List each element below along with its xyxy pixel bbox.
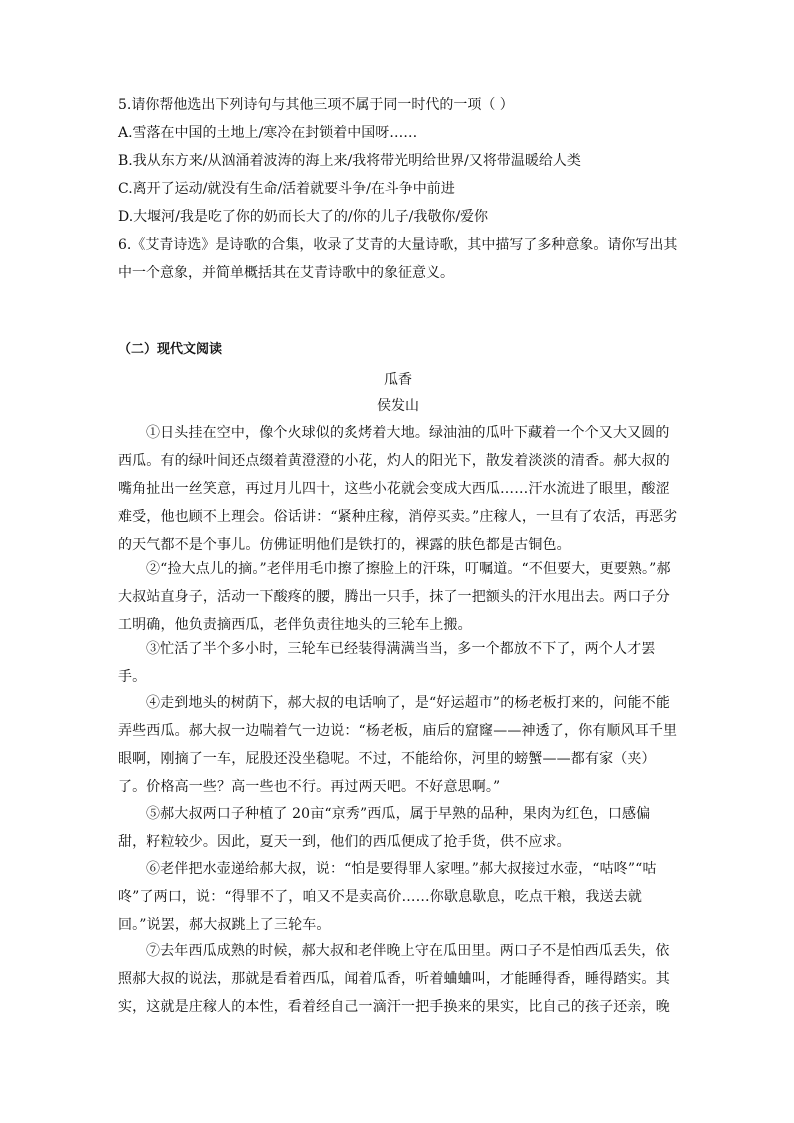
article-title: 瓜香 — [384, 372, 412, 388]
question-5-option-b: B.我从东方来/从汹涌着波涛的海上来/我将带光明给世界/又将带温暖给人类 — [118, 153, 581, 169]
paragraph-1: ①日头挂在空中，像个火球似的炙烤着大地。绿油油的瓜叶下藏着一个个又大又圆的西瓜。有的绿叶间还点缀着黄澄澄的小花，灼人的阳光下，散发着淡淡的清香。郝大叔的嘴角扯出一丝笑意，再过月儿四十，这些小花就会变成大西瓜……汗水流进了眼里，酸涩难受，他也顾不上理会。俗话讲：“紧种庄稼，消停买卖。”庄稼人，一旦有了农活，再恶劣的天气都不是个事儿。仿佛证明他们是铁打的，裸露的肤色都是古铜色。 — [118, 425, 678, 553]
paragraph-5: ⑤郝大叔两口子种植了 20亩“京秀”西瓜，属于早熟的品种，果肉为红色，口感偏甜，籽粒较少。因此，夏天一到，他们的西瓜便成了抢手货，供不应求。 — [118, 806, 651, 850]
question-6: 6.《艾青诗选》是诗歌的合集，收录了艾青的大量诗歌，其中描写了多种意象。请你写出其中一个意象，并简单概括其在艾青诗歌中的象征意义。 — [118, 237, 678, 281]
paragraph-7: ⑦去年西瓜成熟的时候，郝大叔和老伴晚上守在瓜田里。两口子不是怕西瓜丢失，依照郝大叔的说法，那就是看着西瓜，闻着瓜香，听着蛐蛐叫，才能睡得香，睡得踏实。其实，这就是庄稼人的本性，看着经自己一滴汗一把手换来的果实，比自己的孩子还亲，晚 — [118, 943, 670, 1015]
question-5-option-c: C.离开了运动/就没有生命/活着就要斗争/在斗争中前进 — [118, 181, 455, 197]
paragraph-3: ③忙活了半个多小时，三轮车已经装得满满当当，多一个都放不下了，两个人才罢手。 — [118, 641, 656, 685]
paragraph-6: ⑥老伴把水壶递给郝大叔，说：“怕是要得罪人家哩。”郝大叔接过水壶，“咕咚”“咕咚”了两口，说：“得罪不了，咱又不是卖高价……你歇息歇息，吃点干粮，我送去就回。”说罢，郝大叔跳上了三轮车。 — [118, 861, 657, 933]
question-5-option-d: D.大堰河/我是吃了你的奶而长大了的/你的儿子/我敬你/爱你 — [118, 209, 489, 225]
paragraph-2: ②“捡大点儿的摘。”老伴用毛巾擦了擦脸上的汗珠，叮嘱道。“不但要大，更要熟。”郝大叔站直身子，活动一下酸疼的腰，腾出一只手，抹了一把额头的汗水甩出去。两口子分工明确，他负责摘西瓜，老伴负责往地头的三轮车上搬。 — [118, 561, 671, 633]
paragraph-4: ④走到地头的树荫下，郝大叔的电话响了，是“好运超市”的杨老板打来的，问能不能弄些西瓜。郝大叔一边喘着气一边说：“杨老板，庙后的窟窿——神透了，你有顺风耳千里眼啊，刚摘了一车，屁股还没坐稳呢。不过，不能给你，河里的螃蟹——都有家（夹）了。价格高一些？高一些也不行。再过两天吧。不好意思啊。” — [118, 695, 678, 795]
question-5-option-a: A.雪落在中国的土地上/寒冷在封锁着中国呀…… — [118, 125, 418, 141]
question-5-stem: 5.请你帮他选出下列诗句与其他三项不属于同一时代的一项（ ） — [118, 97, 514, 113]
article-author: 侯发山 — [377, 398, 419, 414]
section-heading: （二）现代文阅读 — [118, 342, 223, 357]
